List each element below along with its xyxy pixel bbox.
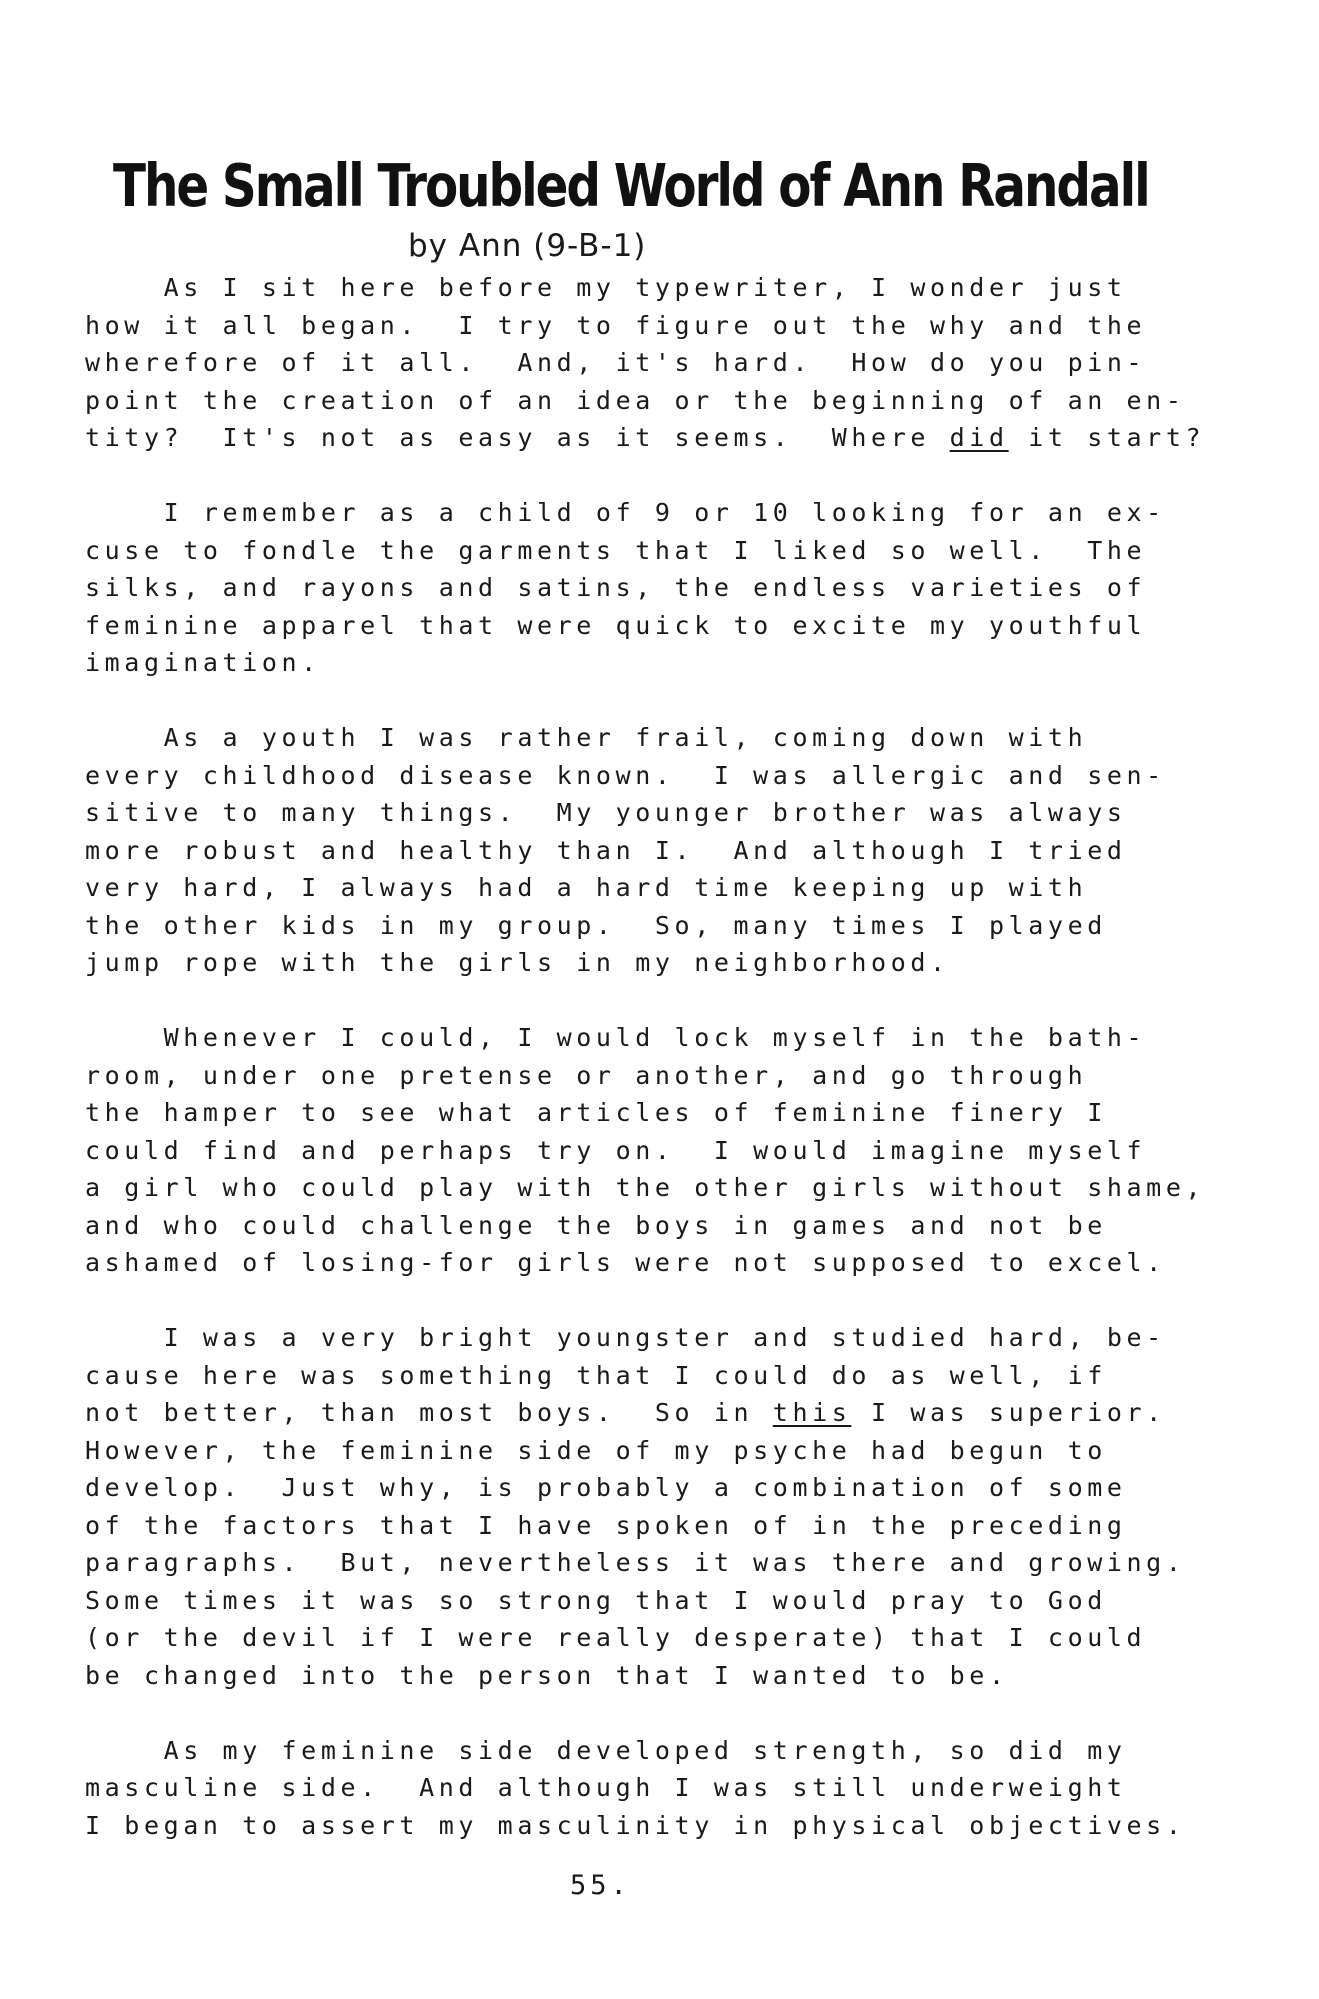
text-line: feminine apparel that were quick to excite my youthful [85, 610, 1147, 640]
text-segment: I was superior. [851, 1398, 1166, 1427]
text-line [85, 1394, 1215, 1432]
text-line: (or the devil if I were really desperate) that I could [85, 1623, 1147, 1652]
paragraph-1 [85, 269, 1215, 457]
text-segment: not better, than most boys. So in [85, 1398, 773, 1427]
underlined-word: this [772, 1398, 852, 1427]
paragraph-3 [85, 719, 1215, 982]
text-segment: it start? [1008, 423, 1206, 452]
text-line: could find and perhaps try on. I would imagine myself [85, 1135, 1147, 1165]
article-body [85, 269, 1215, 1844]
underlined-word: did [949, 423, 1009, 452]
text-line [85, 419, 1215, 457]
text-line: Whenever I could, I would lock myself in the bath- [85, 1023, 1147, 1052]
text-line: imagination. [85, 648, 321, 677]
text-line: jump rope with the girls in my neighborhood. [85, 948, 950, 977]
paragraph-2 [85, 494, 1215, 682]
text-line: more robust and healthy than I. And although I tried [85, 835, 1127, 865]
text-line: point the creation of an idea or the beginning of an en- [85, 385, 1186, 415]
text-line: wherefore of it all. And, it's hard. How do you pin- [85, 348, 1147, 377]
text-line: I was a very bright youngster and studied hard, be- [85, 1323, 1166, 1352]
text-line: room, under one pretense or another, and go through [85, 1060, 1088, 1090]
paragraph-6 [85, 1732, 1215, 1845]
text-line: Some times it was so strong that I would pray to God [85, 1585, 1107, 1615]
text-line: a girl who could play with the other girls without shame, [85, 1173, 1206, 1202]
text-line: of the factors that I have spoken of in the preceding [85, 1510, 1127, 1540]
text-line: I remember as a child of 9 or 10 looking for an ex- [85, 498, 1166, 527]
article-byline: by Ann (9-B-1) [408, 228, 647, 264]
text-line: However, the feminine side of my psyche had begun to [85, 1435, 1107, 1465]
text-line: the other kids in my group. So, many times I played [85, 910, 1107, 940]
text-line: masculine side. And although I was still underweight [85, 1773, 1127, 1802]
text-line: paragraphs. But, nevertheless it was there and growing. [85, 1548, 1186, 1577]
text-line: ashamed of losing-for girls were not supposed to excel. [85, 1248, 1166, 1277]
text-line: develop. Just why, is probably a combination of some [85, 1473, 1127, 1502]
text-line: As I sit here before my typewriter, I wonder just [85, 273, 1127, 302]
page-number: 55. [570, 1870, 631, 1901]
paragraph-4 [85, 1019, 1215, 1282]
paragraph-5 [85, 1319, 1215, 1694]
text-line: As a youth I was rather frail, coming down with [85, 723, 1088, 752]
text-line: the hamper to see what articles of feminine finery I [85, 1098, 1107, 1127]
text-line: be changed into the person that I wanted to be. [85, 1660, 1009, 1690]
text-segment: tity? It's not as easy as it seems. Where [85, 423, 950, 452]
text-line: how it all began. I try to figure out the why and the [85, 310, 1147, 340]
text-line: silks, and rayons and satins, the endless varieties of [85, 573, 1147, 602]
text-line: every childhood disease known. I was allergic and sen- [85, 760, 1166, 790]
text-line: cause here was something that I could do as well, if [85, 1360, 1107, 1390]
text-line: and who could challenge the boys in games and not be [85, 1210, 1107, 1240]
text-line: very hard, I always had a hard time keeping up with [85, 873, 1088, 902]
text-line: As my feminine side developed strength, so did my [85, 1735, 1127, 1765]
text-line: I began to assert my masculinity in physical objectives. [85, 1810, 1186, 1840]
text-line: sitive to many things. My younger brother was always [85, 798, 1127, 827]
article-title: The Small Troubled World of Ann Randall [113, 151, 1149, 220]
text-line: cuse to fondle the garments that I liked so well. The [85, 535, 1147, 565]
